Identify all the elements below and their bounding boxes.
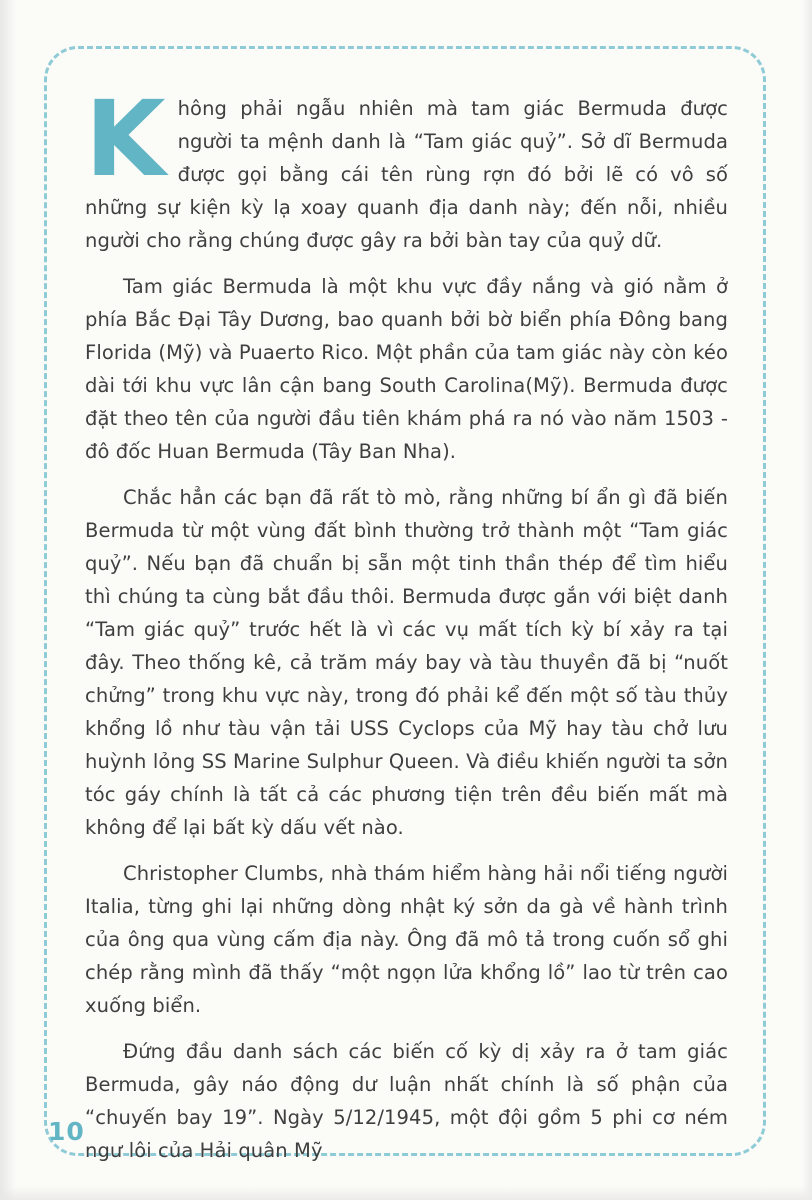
page-number: 10 [48,1117,85,1146]
paragraph-text: hông phải ngẫu nhiên mà tam giác Bermuda được người ta mệnh danh là “Tam giác quỷ”. Sở dĩ Bermuda được gọi bằng cái tên rùng rợn đó bởi lẽ có vô số những sự kiện kỳ lạ xoay quanh địa danh này; đến nỗi, nhiều người cho rằng chúng được gây ra bởi bàn tay của quỷ dữ. [85,97,728,252]
paragraph-mysteries: Chắc hẳn các bạn đã rất tò mò, rằng những bí ẩn gì đã biến Bermuda từ một vùng đất bình thường trở thành một “Tam giác quỷ”. Nếu bạn đã chuẩn bị sẵn một tinh thần thép để tìm hiểu thì chúng ta cùng bắt đầu thôi. Bermuda được gắn với biệt danh “Tam giác quỷ” trước hết là vì các vụ mất tích kỳ bí xảy ra tại đây. Theo thống kê, cả trăm máy bay và tàu thuyền đã bị “nuốt chửng” trong khu vực này, trong đó phải kể đến một số tàu thủy khổng lồ như tàu vận tải USS Cyclops của Mỹ hay tàu chở lưu huỳnh lỏng SS Marine Sulphur Queen. Và điều khiến người ta sởn tóc gáy chính là tất cả các phương tiện trên đều biến mất mà không để lại bất kỳ dấu vết nào. [85,486,728,839]
paragraph-columbus: Christopher Clumbs, nhà thám hiểm hàng hải nổi tiếng người Italia, từng ghi lại những dòng nhật ký sởn da gà về hành trình của ông qua vùng cấm địa này. Ông đã mô tả trong cuốn sổ ghi chép rằng mình đã thấy “một ngọn lửa khổng lồ” lao từ trên cao xuống biển. [85,862,728,1017]
dropcap-letter: K [85,78,162,200]
paragraph-intro [85,78,728,257]
paragraph-location: Tam giác Bermuda là một khu vực đầy nắng và gió nằm ở phía Bắc Đại Tây Dương, bao quanh bởi bờ biển phía Đông bang Florida (Mỹ) và Puaerto Rico. Một phần của tam giác này còn kéo dài tới khu vực lân cận bang South Carolina(Mỹ). Bermuda được đặt theo tên của người đầu tiên khám phá ra nó vào năm 1503 - đô đốc Huan Bermuda (Tây Ban Nha). [85,275,728,463]
paragraph-flight19: Đứng đầu danh sách các biến cố kỳ dị xảy ra ở tam giác Bermuda, gây náo động dư luận nhất chính là số phận của “chuyến bay 19”. Ngày 5/12/1945, một đội gồm 5 phi cơ ném ngư lôi của Hải quân Mỹ [85,1040,728,1162]
page-content [85,78,728,1180]
